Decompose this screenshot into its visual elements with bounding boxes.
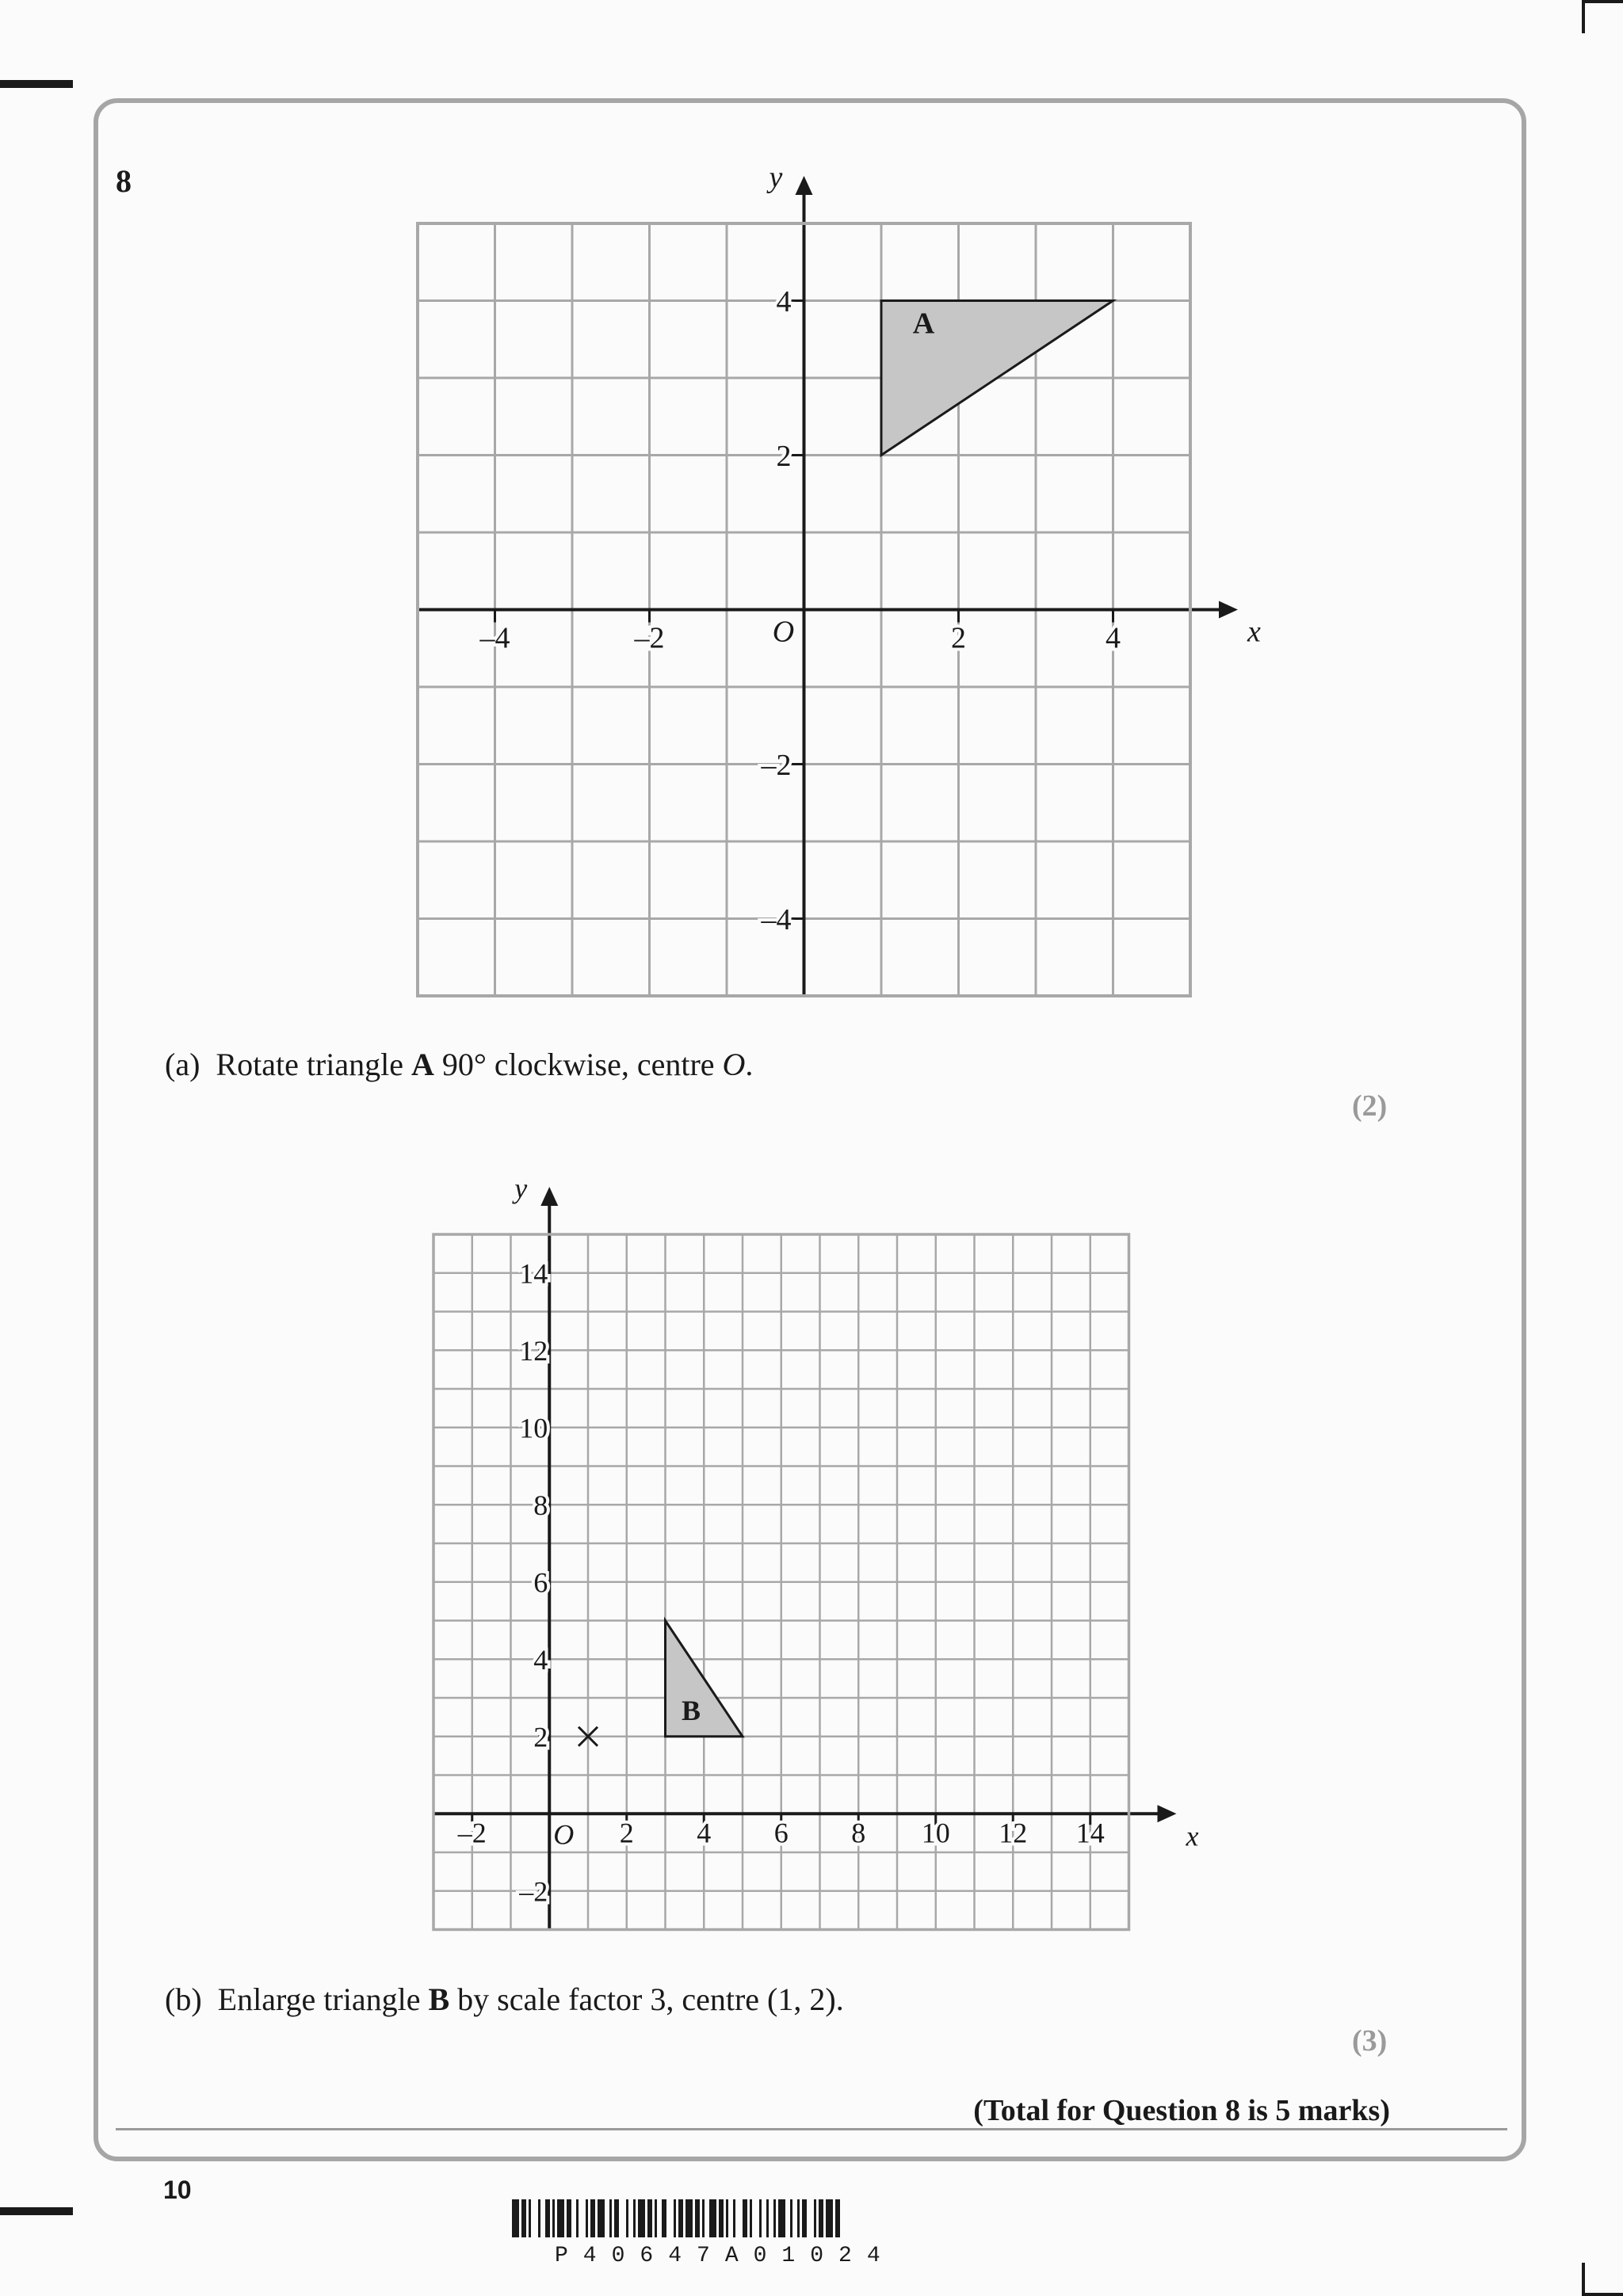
- y-tick-label: –2: [761, 748, 792, 782]
- triangle-a-label: A: [912, 307, 935, 341]
- y-tick-label: 12: [519, 1334, 548, 1367]
- y-tick-label: 2: [533, 1721, 548, 1753]
- y-tick-label: –4: [761, 902, 792, 936]
- barcode-bar: [826, 2199, 833, 2237]
- origin-label: O: [553, 1818, 575, 1851]
- barcode-bar: [567, 2199, 571, 2237]
- barcode-bar: [521, 2199, 526, 2237]
- y-axis-arrow: [796, 176, 813, 195]
- barcode-bar: [695, 2199, 700, 2237]
- barcode-bar: [633, 2199, 636, 2237]
- barcode-bar: [609, 2199, 612, 2237]
- barcode-bar: [678, 2199, 683, 2237]
- x-tick-label: 6: [773, 1817, 789, 1849]
- y-tick-label: 14: [519, 1257, 548, 1290]
- part-b-marks: (3): [1352, 2024, 1388, 2058]
- barcode-bar: [614, 2199, 619, 2237]
- crop-mark-bottom-right-v: [1582, 2263, 1585, 2296]
- barcode-bar: [674, 2199, 676, 2237]
- total-rule: [116, 2128, 1507, 2130]
- y-tick-label: –2: [519, 1875, 548, 1908]
- barcode-bar: [586, 2199, 588, 2237]
- question-number: 8: [116, 163, 132, 199]
- margin-mark-bottom: [0, 2207, 73, 2215]
- barcode-bar: [626, 2199, 628, 2237]
- barcode-bar: [726, 2199, 728, 2237]
- barcode-bar: [512, 2199, 519, 2237]
- barcode-bar: [802, 2199, 807, 2237]
- x-tick-label: –2: [457, 1817, 487, 1849]
- part-b-shape-name: B: [428, 1981, 450, 2017]
- barcode-bar: [766, 2199, 769, 2237]
- barcode-bar: [719, 2199, 724, 2237]
- part-a-centre: O: [722, 1047, 746, 1082]
- part-a-text-middle: 90° clockwise, centre: [433, 1047, 723, 1082]
- barcode-bar: [733, 2199, 735, 2237]
- barcode-bar: [685, 2199, 693, 2237]
- barcode-bar: [576, 2199, 579, 2237]
- x-tick-label: 8: [851, 1817, 866, 1849]
- x-tick-label: –4: [479, 621, 510, 655]
- graph-a: [0, 0, 1623, 1030]
- barcode-bar: [702, 2199, 705, 2237]
- part-b-question: [165, 1981, 844, 2018]
- x-tick-label: 2: [951, 621, 966, 655]
- y-tick-label: 6: [533, 1566, 548, 1599]
- barcode-bar: [538, 2199, 540, 2237]
- barcode-bar: [759, 2199, 762, 2237]
- y-tick-label: 4: [776, 284, 792, 318]
- y-axis-label: y: [769, 161, 783, 194]
- y-tick-label: 8: [533, 1489, 548, 1521]
- part-a-label: (a): [165, 1047, 200, 1082]
- part-b-text-before: Enlarge triangle: [217, 1981, 429, 2017]
- barcode-bar: [545, 2199, 550, 2237]
- barcode-bar: [598, 2199, 605, 2237]
- x-axis-label: x: [1186, 1820, 1199, 1852]
- barcode: [512, 2199, 1130, 2237]
- y-axis-arrow: [540, 1187, 558, 1206]
- barcode-bar: [819, 2199, 823, 2237]
- barcode-bar: [773, 2199, 776, 2237]
- barcode-bar: [790, 2199, 792, 2237]
- barcode-bar: [750, 2199, 752, 2237]
- part-a-text-end: .: [745, 1047, 754, 1082]
- y-axis-label: y: [514, 1173, 528, 1204]
- x-tick-label: 12: [999, 1817, 1028, 1849]
- barcode-bar: [662, 2199, 666, 2237]
- triangle-b-label: B: [681, 1695, 701, 1726]
- x-tick-label: –2: [634, 621, 665, 655]
- barcode-bar: [647, 2199, 652, 2237]
- y-tick-label: 4: [533, 1643, 548, 1676]
- barcode-bar: [778, 2199, 785, 2237]
- barcode-bar: [557, 2199, 564, 2237]
- barcode-number: P40647A01024: [555, 2244, 896, 2268]
- barcode-bar: [743, 2199, 747, 2237]
- barcode-bar: [529, 2199, 531, 2237]
- part-b-text-after: by scale factor 3, centre (1, 2).: [449, 1981, 844, 2017]
- barcode-bar: [655, 2199, 657, 2237]
- part-a-shape-name: A: [411, 1047, 434, 1082]
- x-axis-label: x: [1247, 615, 1261, 649]
- part-a-question: [165, 1046, 753, 1083]
- x-axis-arrow: [1158, 1805, 1177, 1822]
- x-tick-label: 4: [1106, 621, 1121, 655]
- barcode-bar: [709, 2199, 716, 2237]
- part-a-text-before: Rotate triangle: [216, 1047, 411, 1082]
- graph-b: [0, 1109, 1623, 1949]
- barcode-bar: [552, 2199, 555, 2237]
- x-tick-label: 4: [697, 1817, 712, 1849]
- x-tick-label: 10: [921, 1817, 950, 1849]
- part-a-marks: (2): [1352, 1089, 1388, 1123]
- barcode-bar: [835, 2199, 840, 2237]
- question-total: (Total for Question 8 is 5 marks): [973, 2094, 1390, 2127]
- x-tick-label: 14: [1075, 1817, 1105, 1849]
- y-tick-label: 2: [776, 439, 792, 473]
- x-tick-label: 2: [619, 1817, 634, 1849]
- page-number: 10: [163, 2176, 192, 2204]
- x-axis-arrow: [1219, 601, 1238, 619]
- barcode-bar: [797, 2199, 800, 2237]
- origin-label: O: [772, 615, 795, 649]
- y-tick-label: 10: [519, 1412, 548, 1444]
- barcode-bar: [814, 2199, 816, 2237]
- barcode-bar: [638, 2199, 645, 2237]
- barcode-bar: [590, 2199, 595, 2237]
- crop-mark-bottom-right-h: [1582, 2293, 1623, 2296]
- part-b-label: (b): [165, 1981, 202, 2017]
